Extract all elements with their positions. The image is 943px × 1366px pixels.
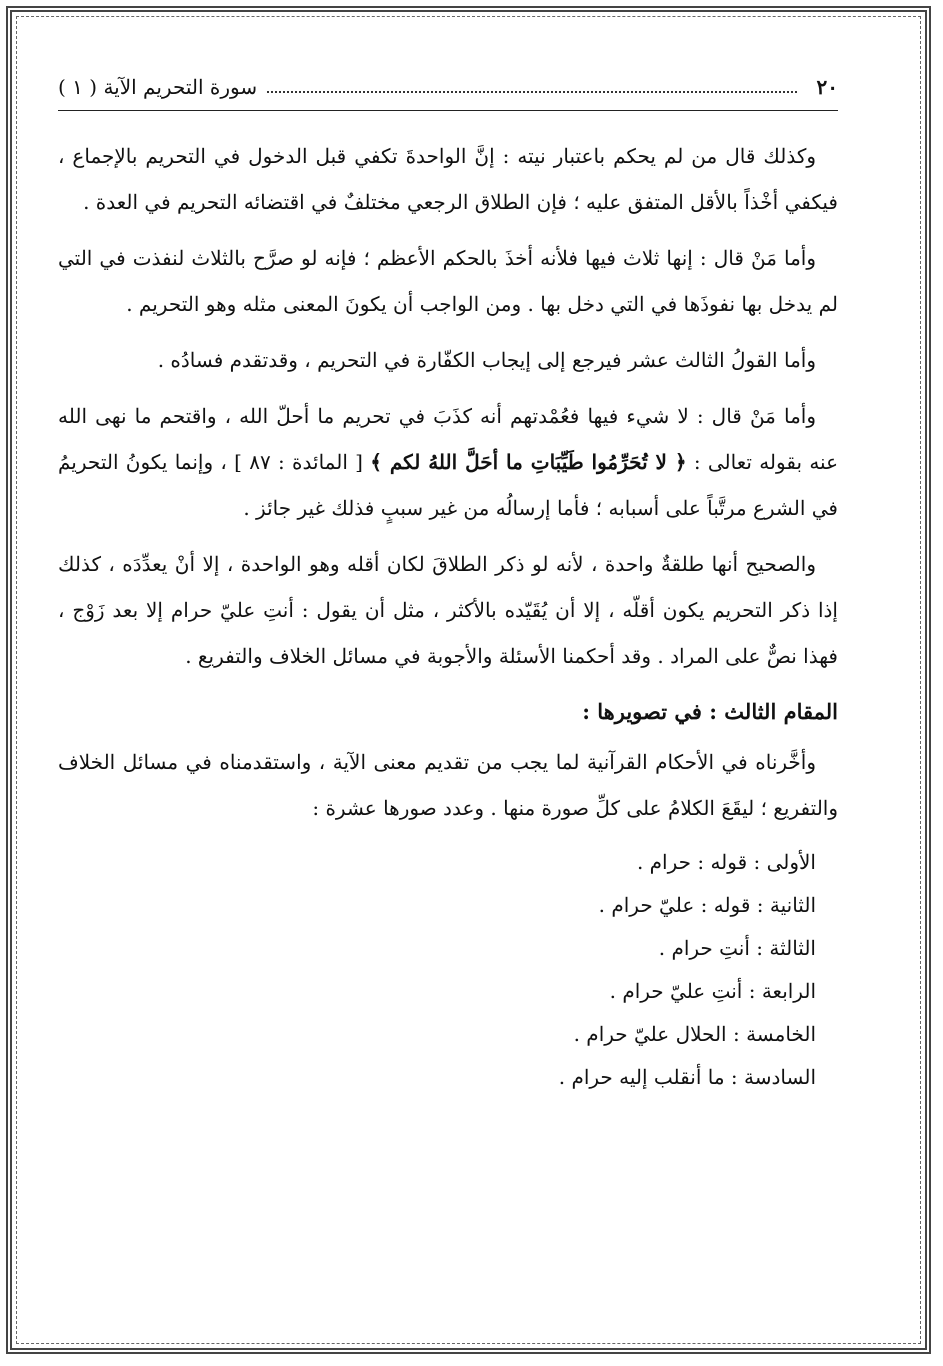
- page-number: ٢٠: [816, 75, 838, 99]
- list-item: الرابعة : أنتِ عليّ حرام .: [609, 979, 816, 1003]
- header-leader-dots: [267, 81, 796, 93]
- running-title: سورة التحريم الآية ( ١ ): [58, 75, 258, 99]
- quran-verse: ﴿ لا تُحَرِّمُوا طَيِّبَاتِ ما أحَلَّ اللهُ لكم ﴾: [370, 450, 687, 474]
- quran-paragraph-tail: [ المائدة : ٨٧ ] ، وإنما يكونُ التحريمُ في الشرع مرتَّباً على أسبابه ؛ فأما إرسالُه من غير سببٍ فذلك غير جائز .: [58, 450, 838, 520]
- section-heading: المقام الثالث : في تصويرها :: [582, 699, 838, 724]
- quran-paragraph-lead: وأما مَنْ قال : لا شيء فيها فعُمْدتهم أنه كذَبَ في تحريم ما أحلّ الله ، واقتحم ما نهى الله عنه بقوله تعالى :: [58, 404, 839, 474]
- page-header: [58, 64, 838, 111]
- list-item: السادسة : ما أنقلب إليه حرام .: [558, 1065, 816, 1089]
- forms-list: [58, 841, 838, 1099]
- paragraph-2: وأما مَنْ قال : إنها ثلاث فيها فلأنه أخذَ بالحكم الأعظم ؛ فإنه لو صرَّح بالثلاث لنفذت في التي لم يدخل بها نفوذَها في التي دخل بها . ومن الواجب أن يكونَ المعنى مثله وهو التحريم .: [58, 246, 838, 316]
- paragraph-after-heading: وأخَّرناه في الأحكام القرآنية لما يجب من تقديم معنى الآية ، واستقدمناه في مسائل الخلاف والتفريع ؛ ليقَعَ الكلامُ على كلِّ صورة منها . وعدد صورها عشرة :: [58, 750, 838, 820]
- list-item: الثالثة : أنتِ حرام .: [658, 936, 816, 960]
- list-item: الأولى : قوله : حرام .: [636, 850, 816, 874]
- paragraph-quran-citation: [58, 393, 838, 531]
- list-item: الثانية : قوله : عليّ حرام .: [598, 893, 816, 917]
- page-content: [58, 64, 838, 1099]
- paragraph-correct-opinion: والصحيح أنها طلقةٌ واحدة ، لأنه لو ذكر الطلاقَ لكان أقله وهو الواحدة ، إلا أنْ يعدِّدَه ، كذلك إذا ذكر التحريم يكون أقلّه ، إلا أن يُقَيّده بالأكثر ، مثل أن يقول : أنتِ عليّ حرام إلا بعد زَوْج ، فهذا نصٌّ على المراد . وقد أحكمنا الأسئلة والأجوبة في مسائل الخلاف والتفريع .: [58, 552, 838, 668]
- paragraph-1: وكذلك قال من لم يحكم باعتبار نيته : إنَّ الواحدةَ تكفي قبل الدخول في التحريم بالإجماع ، فيكفي أخْذاً بالأقل المتفق عليه ؛ فإن الطلاق الرجعي مختلفٌ في اقتضائه التحريم في العدة .: [58, 144, 838, 214]
- list-item: الخامسة : الحلال عليّ حرام .: [573, 1022, 816, 1046]
- paragraph-3: وأما القولُ الثالث عشر فيرجع إلى إيجاب الكفّارة في التحريم ، وقدتقدم فسادُه .: [157, 348, 816, 372]
